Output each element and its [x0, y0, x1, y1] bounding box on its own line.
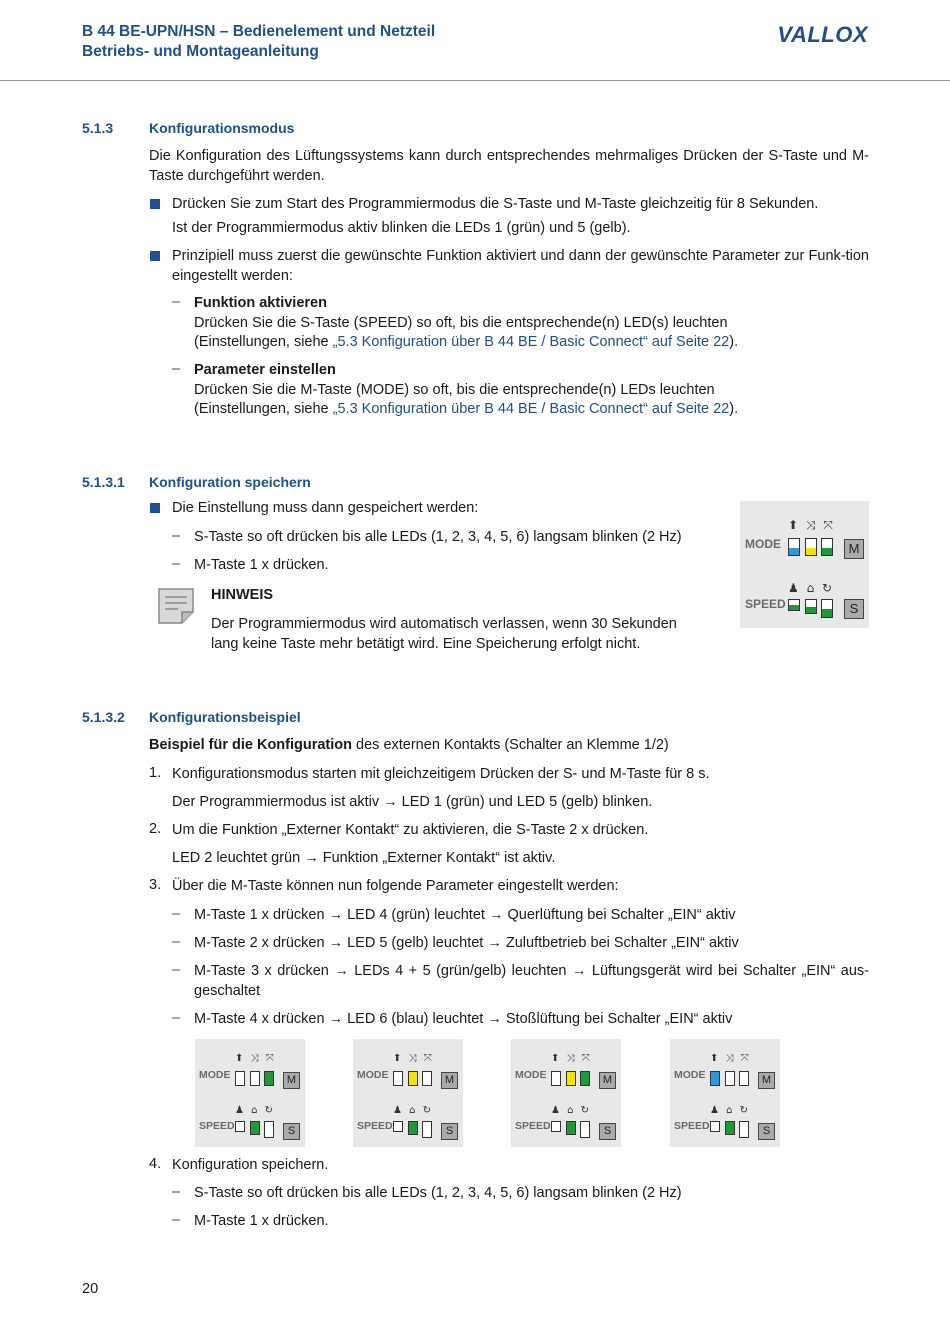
bullet-marker: [150, 199, 160, 209]
led-5: [250, 1121, 260, 1135]
page-number: 20: [82, 1281, 99, 1297]
dash-marker: –: [172, 934, 181, 950]
step-text: Über die M-Taste können nun folgende Parameter eingestellt werden:: [172, 878, 619, 894]
dash-item: M-Taste 1 x drücken.: [194, 557, 329, 573]
dash-marker: –: [172, 962, 181, 978]
dash-item: M-Taste 1 x drücken.: [194, 1213, 329, 1229]
dash-item: S-Taste so oft drücken bis alle LEDs (1, 2, 3, 4, 5, 6) langsam blinken (2 Hz): [194, 529, 682, 545]
airflow-icons: ⬆ ⤨ ⤧: [393, 1053, 434, 1064]
dash-text: Drücken Sie die M-Taste (MODE) so oft, bis die entsprechende(n) LEDs leuchten: [194, 381, 715, 398]
section-number: 5.1.3.1: [82, 474, 125, 490]
led-6: [739, 1121, 749, 1138]
m-key[interactable]: M: [758, 1072, 775, 1089]
bullet-text: Drücken Sie zum Start des Programmiermodus die S-Taste und M-Taste gleichzeitig für 8 Sekunden.: [172, 196, 819, 212]
s-key[interactable]: S: [599, 1123, 616, 1140]
s-key[interactable]: S: [283, 1123, 300, 1140]
led-6: [821, 599, 833, 618]
speed-label: SPEED: [515, 1120, 551, 1132]
step-text: Um die Funktion „Externer Kontakt“ zu aktivieren, die S-Taste 2 x drücken.: [172, 822, 649, 838]
note-text: Der Programmiermodus wird automatisch verlassen, wenn 30 Sekunden lang keine Taste mehr betätigt wird. Eine Speicherung erfolgt nicht.: [211, 616, 677, 652]
dash-marker: –: [172, 1212, 181, 1228]
dash-marker: –: [172, 294, 181, 310]
led-1: [235, 1071, 245, 1086]
bullet-marker: [150, 503, 160, 513]
airflow-icons: ⬆ ⤨ ⤧: [710, 1053, 751, 1064]
dash-item: M-Taste 3 x drücken → LEDs 4 + 5 (grün/gelb) leuchten → Lüftungsgerät wird bei Schalter „EIN“ aus-geschaltet: [194, 963, 869, 999]
bullet-text: Prinzipiell muss zuerst die gewünschte Funktion aktiviert und dann der gewünschte Parameter zur Funk-tion eingestellt werden:: [172, 248, 869, 284]
dash-marker: –: [172, 1184, 181, 1200]
section-title: Konfigurationsbeispiel: [149, 709, 301, 725]
dash-title: Funktion aktivieren: [194, 295, 327, 311]
led-4: [551, 1121, 561, 1132]
control-panel-example-2: [353, 1039, 463, 1147]
m-key[interactable]: M: [844, 539, 864, 559]
cross-reference-link[interactable]: „5.3 Konfiguration über B 44 BE / Basic Connect“ auf Seite 22: [332, 401, 730, 417]
led-3: [821, 538, 833, 556]
led-1: [710, 1071, 720, 1086]
section-title: Konfiguration speichern: [149, 474, 311, 490]
s-key[interactable]: S: [844, 599, 864, 619]
bullet-text-cont: Ist der Programmiermodus aktiv blinken die LEDs 1 (grün) und 5 (gelb).: [172, 220, 631, 236]
led-2: [250, 1071, 260, 1086]
section-number: 5.1.3.2: [82, 709, 125, 725]
control-panel-example-3: [511, 1039, 621, 1147]
s-key[interactable]: S: [758, 1123, 775, 1140]
led-1: [788, 538, 800, 556]
cross-reference-link[interactable]: „5.3 Konfiguration über B 44 BE / Basic Connect“ auf Seite 22: [332, 334, 730, 350]
step-number: 2.: [149, 821, 162, 837]
example-intro: [149, 736, 869, 756]
page-header: [0, 0, 950, 81]
airflow-icons: ⬆ ⤨ ⤧: [551, 1053, 592, 1064]
dash-item: M-Taste 4 x drücken → LED 6 (blau) leuchtet → Stoßlüftung bei Schalter „EIN“ aktiv: [194, 1011, 733, 1027]
dash-marker: –: [172, 361, 181, 377]
speed-icons: ♟ ⌂ ↻: [551, 1105, 592, 1116]
header-title: B 44 BE-UPN/HSN – Bedienelement und Netzteil: [82, 23, 436, 40]
led-1: [393, 1071, 403, 1086]
step-text: Konfiguration speichern.: [172, 1157, 329, 1173]
dash-title: Parameter einstellen: [194, 362, 336, 378]
speed-icons: ♟ ⌂ ↻: [393, 1105, 434, 1116]
m-key[interactable]: M: [283, 1072, 300, 1089]
example-intro-rest: des externen Kontakts (Schalter an Klemme 1/2): [352, 737, 669, 753]
ref-prefix: (Einstellungen, siehe: [194, 334, 333, 350]
mode-label: MODE: [515, 1069, 547, 1081]
step-text-cont: Der Programmiermodus ist aktiv → LED 1 (grün) und LED 5 (gelb) blinken.: [172, 794, 653, 810]
step-text: Konfigurationsmodus starten mit gleichzeitigem Drücken der S- und M-Taste für 8 s.: [172, 766, 710, 782]
step-text-cont: LED 2 leuchtet grün → Funktion „Externer Kontakt“ ist aktiv.: [172, 850, 556, 866]
led-4: [393, 1121, 403, 1132]
example-intro-bold: Beispiel für die Konfiguration: [149, 737, 353, 753]
dash-marker: –: [172, 906, 181, 922]
mode-label: MODE: [199, 1069, 231, 1081]
dash-marker: –: [172, 556, 181, 572]
led-2: [805, 538, 817, 556]
led-3: [422, 1071, 432, 1086]
airflow-icons: ⬆ ⤨ ⤧: [788, 518, 835, 532]
led-2: [725, 1071, 735, 1086]
section-number: 5.1.3: [82, 120, 114, 136]
bullet-marker: [150, 251, 160, 261]
airflow-icons: ⬆ ⤨ ⤧: [235, 1053, 276, 1064]
led-4: [710, 1121, 720, 1132]
led-5: [408, 1121, 418, 1135]
mode-label: MODE: [745, 537, 781, 551]
note-icon: [158, 588, 194, 624]
led-6: [580, 1121, 590, 1138]
led-3: [264, 1071, 274, 1086]
led-3: [580, 1071, 590, 1086]
speed-icons: ♟ ⌂ ↻: [235, 1105, 276, 1116]
note-title: HINWEIS: [211, 587, 274, 603]
dash-item: S-Taste so oft drücken bis alle LEDs (1, 2, 3, 4, 5, 6) langsam blinken (2 Hz): [194, 1185, 682, 1201]
step-number: 4.: [149, 1156, 162, 1172]
dash-marker: –: [172, 528, 181, 544]
led-4: [235, 1121, 245, 1132]
mode-label: MODE: [357, 1069, 389, 1081]
led-6: [422, 1121, 432, 1138]
vallox-logo: VALLOX: [777, 22, 868, 47]
speed-label: SPEED: [745, 597, 786, 611]
control-panel-save: [740, 501, 869, 628]
led-3: [739, 1071, 749, 1086]
led-5: [725, 1121, 735, 1135]
led-4: [788, 599, 800, 611]
header-subtitle: Betriebs- und Montageanleitung: [82, 43, 319, 60]
ref-suffix: ).: [729, 401, 739, 417]
dash-text: Drücken Sie die S-Taste (SPEED) so oft, bis die entsprechende(n) LED(s) leuchten: [194, 314, 728, 331]
control-panel-example-4: [670, 1039, 780, 1147]
speed-label: SPEED: [199, 1120, 235, 1132]
m-key[interactable]: M: [441, 1072, 458, 1089]
speed-label: SPEED: [357, 1120, 393, 1132]
dash-marker: –: [172, 1010, 181, 1026]
ref-suffix: ).: [729, 334, 739, 350]
led-1: [551, 1071, 561, 1086]
step-number: 1.: [149, 765, 162, 781]
section-title: Konfigurationsmodus: [149, 120, 295, 136]
led-5: [566, 1121, 576, 1135]
dash-item: [194, 294, 869, 353]
led-6: [264, 1121, 274, 1138]
led-5: [805, 599, 817, 614]
dash-item: M-Taste 1 x drücken → LED 4 (grün) leuchtet → Querlüftung bei Schalter „EIN“ aktiv: [194, 907, 736, 923]
dash-item: M-Taste 2 x drücken → LED 5 (gelb) leuchtet → Zuluftbetrieb bei Schalter „EIN“ aktiv: [194, 935, 739, 951]
speed-icons: ♟ ⌂ ↻: [710, 1105, 751, 1116]
section-intro: Die Konfiguration des Lüftungssystems kann durch entsprechendes mehrmaliges Drücken der S-Taste und M-Taste durchgeführt werden.: [149, 148, 869, 184]
dash-item: [194, 361, 869, 420]
bullet-text: Die Einstellung muss dann gespeichert werden:: [172, 500, 479, 516]
ref-prefix: (Einstellungen, siehe: [194, 401, 333, 417]
speed-label: SPEED: [674, 1120, 710, 1132]
control-panel-example-1: [195, 1039, 305, 1147]
s-key[interactable]: S: [441, 1123, 458, 1140]
speed-icons: ♟ ⌂ ↻: [788, 581, 835, 595]
step-number: 3.: [149, 877, 162, 893]
led-2: [408, 1071, 418, 1086]
m-key[interactable]: M: [599, 1072, 616, 1089]
mode-label: MODE: [674, 1069, 706, 1081]
led-2: [566, 1071, 576, 1086]
